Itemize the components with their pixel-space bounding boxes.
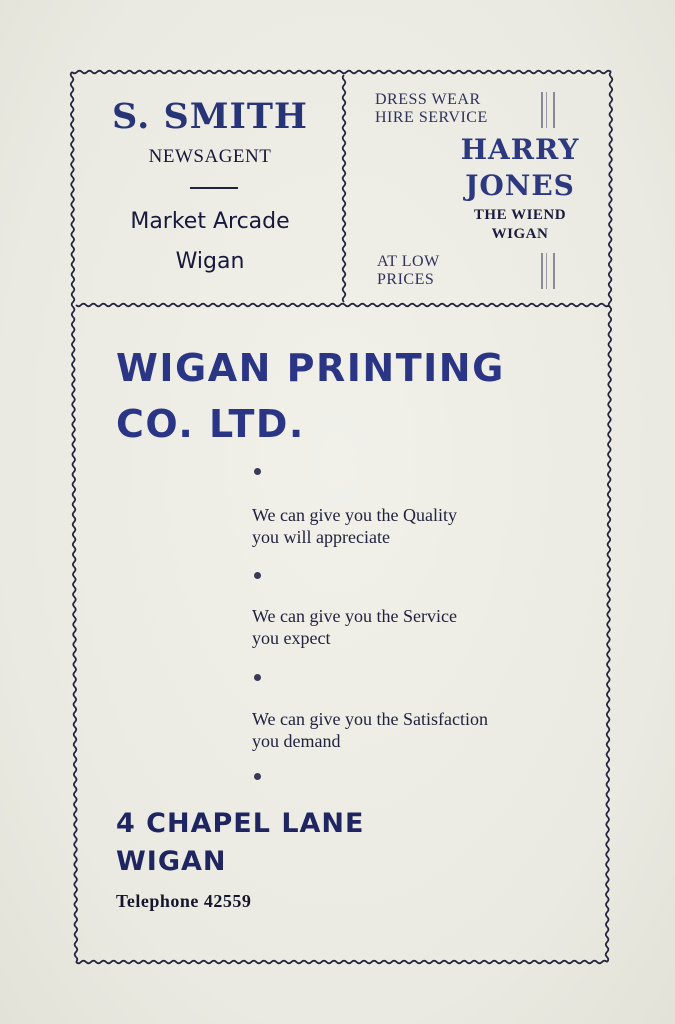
jones-tagline-top-line2: HIRE SERVICE bbox=[375, 109, 488, 126]
smith-trade: NEWSAGENT bbox=[148, 146, 272, 167]
printing-address bbox=[116, 805, 364, 881]
jones-name-line1: HARRY bbox=[460, 133, 580, 166]
jones-tagline-bottom bbox=[377, 253, 440, 289]
claim-satisfaction bbox=[252, 708, 572, 752]
printing-address-line2: WIGAN bbox=[116, 846, 227, 877]
smith-divider bbox=[190, 187, 238, 189]
jones-address-line1: THE WIEND bbox=[473, 207, 567, 223]
jones-tagline-bottom-line1: AT LOW bbox=[377, 253, 440, 270]
smith-address-line1: Market Arcade bbox=[130, 209, 290, 234]
bullet-dot bbox=[254, 674, 261, 681]
printing-name-line2: CO. LTD. bbox=[116, 402, 305, 446]
jones-tagline-top-line1: DRESS WEAR bbox=[375, 91, 481, 108]
claim-quality bbox=[252, 504, 572, 548]
jones-address bbox=[446, 206, 594, 244]
printing-name-line1: WIGAN PRINTING bbox=[116, 346, 505, 390]
bullet-dot bbox=[254, 572, 261, 579]
claim-satisfaction-line1: We can give you the Satisfaction bbox=[252, 709, 488, 729]
smith-business-name: S. SMITH bbox=[112, 96, 308, 137]
printing-telephone: Telephone 42559 bbox=[116, 891, 252, 911]
bullet-dot bbox=[254, 468, 261, 475]
claim-quality-line1: We can give you the Quality bbox=[252, 505, 457, 525]
claim-service-line2: you expect bbox=[252, 628, 331, 648]
claim-satisfaction-line2: you demand bbox=[252, 731, 341, 751]
decorative-bars-bottom bbox=[541, 253, 555, 289]
jones-tagline-bottom-line2: PRICES bbox=[377, 271, 435, 288]
jones-name-line2: JONES bbox=[465, 169, 575, 202]
printing-business-name bbox=[116, 340, 505, 452]
claim-quality-line2: you will appreciate bbox=[252, 527, 390, 547]
printing-address-line1: 4 CHAPEL LANE bbox=[116, 808, 365, 839]
claim-service bbox=[252, 605, 572, 649]
jones-business-name bbox=[446, 132, 594, 204]
smith-address-line2: Wigan bbox=[175, 249, 245, 274]
claim-service-line1: We can give you the Service bbox=[252, 606, 457, 626]
jones-tagline-top bbox=[375, 91, 488, 127]
decorative-bars-top bbox=[541, 92, 555, 128]
jones-address-line2: WIGAN bbox=[491, 226, 549, 242]
bullet-dot bbox=[254, 773, 261, 780]
